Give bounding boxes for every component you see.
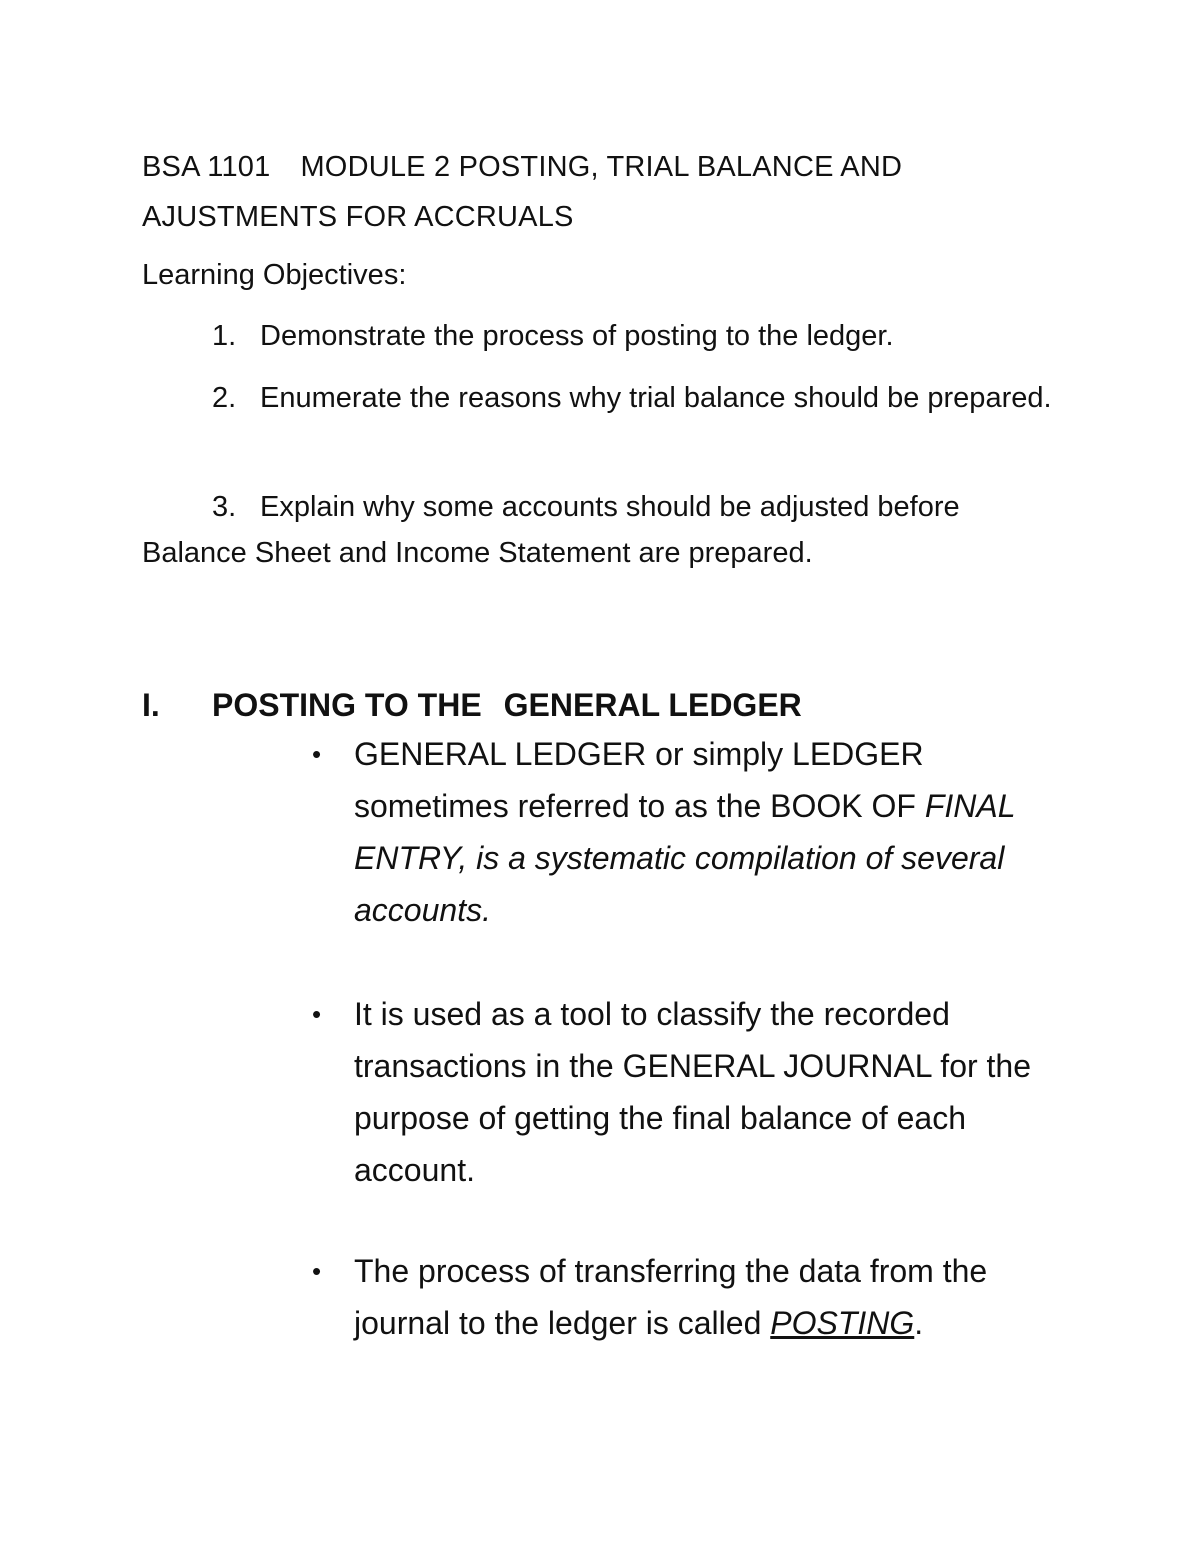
bullet-icon: • xyxy=(312,999,322,1029)
bullet-text: It is used as a tool to classify the recorded transactions in the GENERAL JOURNAL for the purpose of getting the final balance of each account. xyxy=(354,996,1032,1188)
bullet-text-regular: The process of transferring the data from the journal to the ledger is called xyxy=(354,1253,988,1341)
bullet-item xyxy=(312,728,1062,936)
bullet-text-regular: GENERAL LEDGER or simply LEDGER sometimes referred to as the BOOK OF xyxy=(354,736,925,824)
bullet-text xyxy=(354,728,1062,936)
objective-number: 1. xyxy=(212,320,237,352)
bullet-text-italic: FINAL ENTRY, is a systematic compilation of several accounts. xyxy=(354,788,1015,928)
module-title xyxy=(142,142,1092,242)
objective-number: 3. xyxy=(212,491,237,523)
objective-item xyxy=(142,313,1062,359)
posting-term: POSTING xyxy=(770,1305,915,1341)
course-code: BSA 1101 xyxy=(142,151,271,183)
section-heading xyxy=(142,680,802,730)
objective-number: 2. xyxy=(212,382,237,414)
section-heading-part2: GENERAL LEDGER xyxy=(503,687,802,723)
objective-item xyxy=(142,484,1062,576)
bullet-text-end: . xyxy=(914,1305,924,1341)
bullet-text xyxy=(354,1245,1062,1349)
bullet-icon: • xyxy=(312,1256,322,1286)
objective-item xyxy=(142,375,1062,421)
bullet-icon: • xyxy=(312,739,322,769)
module-title-line2: AJUSTMENTS FOR ACCRUALS xyxy=(142,201,574,233)
bullet-item xyxy=(312,1245,1062,1349)
learning-objectives-heading: Learning Objectives: xyxy=(142,259,407,291)
objective-text: Enumerate the reasons why trial balance should be prepared. xyxy=(260,382,1052,414)
objective-text: Explain why some accounts should be adjusted before Balance Sheet and Income Statement are prepared. xyxy=(142,491,960,569)
bullet-item xyxy=(312,988,1062,1196)
section-heading-part1: POSTING TO THE xyxy=(212,687,482,723)
objective-text: Demonstrate the process of posting to the ledger. xyxy=(260,320,894,352)
module-title-line1: MODULE 2 POSTING, TRIAL BALANCE AND xyxy=(300,151,903,183)
section-number: I. xyxy=(142,687,160,723)
